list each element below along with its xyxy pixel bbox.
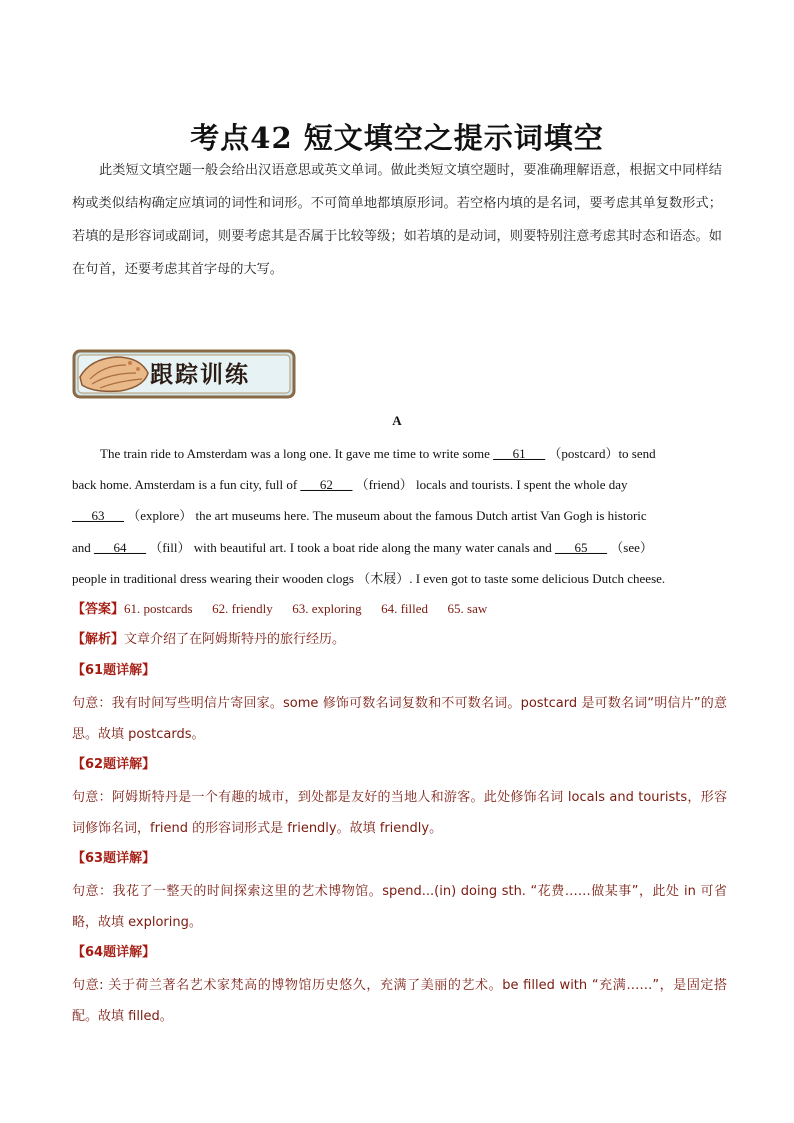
passage-text: people in traditional dress wearing their wooden clogs （木屐）. I even got to taste some delicious Dutch cheese. [72,570,666,586]
passage-text: back home. Amsterdam is a fun city, full of [72,477,301,493]
answer-tag: 【答案】 [72,602,125,617]
answer-line [72,598,732,621]
item-64-heading [72,942,732,964]
blank-61: ___61___ [493,446,546,461]
item-61-heading [72,660,732,682]
section-banner [70,347,298,401]
passage-line [72,438,722,469]
blank-63: ___63___ [72,508,124,524]
intro-paragraph: 此类短文填空题一般会给出汉语意思或英文单词。做此类短文填空题时，要准确理解语意，根据文中同样结构或类似结构确定应填词的词性和词形。不可简单地都填原形词。若空格内填的是名词，要考虑其单复数形式；若填的是形容词或副词，则要考虑其是否属于比较等级；如若填的是动词，则要特别注意考虑其时态和语态。如在句首，还要考虑其首字母的大写。 [72,163,722,277]
analysis-text: 文章介绍了在阿姆斯特丹的旅行经历。 [124,632,346,647]
passage-text: （fill） with beautiful art. I took a boat ride along the many water canals and [146,539,556,555]
passage-line [72,563,722,594]
item-62-explanation: 句意：阿姆斯特丹是一个有趣的城市，到处都是友好的当地人和游客。此处修饰名词 locals and tourists，形容词修饰名词，friend 的形容词形式是 friendly。故填 friendly。 [72,790,727,836]
passage-line [72,532,722,563]
passage [72,438,722,594]
blank-65: ___65___ [555,539,608,555]
passage-text: （explore） the art museums here. The museum about the famous Dutch artist Van Gogh is historic [124,508,647,524]
answer-text: 61. postcards 62. friendly 63. exploring 64. filled 65. saw [124,601,488,616]
item-tag: 【63题详解】 [72,851,156,866]
item-64-explanation: 句意: 关于荷兰著名艺术家梵高的博物馆历史悠久，充满了美丽的艺术。be filled with “充满……”，是固定搭配。故填 filled。 [72,978,727,1024]
page-title: 考点42 短文填空之提示词填空 [190,121,604,155]
item-62-heading [72,754,732,776]
item-tag: 【62题详解】 [72,757,156,772]
blank-62: ___62___ [300,477,353,493]
section-letter: A [392,413,402,428]
passage-line [72,469,722,500]
analysis-line [72,629,732,651]
blank-64: ___64___ [94,539,147,555]
passage-text: The train ride to Amsterdam was a long one. It gave me time to write some [100,446,494,461]
item-63-explanation: 句意：我花了一整天的时间探索这里的艺术博物馆。spend...(in) doing sth. “花费……做某事”，此处 in 可省略，故填 exploring。 [72,884,727,930]
passage-text: （see） [607,539,653,555]
item-tag: 【61题详解】 [72,663,156,678]
item-tag: 【64题详解】 [72,945,156,960]
passage-line [72,500,722,531]
passage-text: and [72,539,95,555]
passage-text: （postcard）to send [545,446,656,461]
passage-text: （friend） locals and tourists. I spent the whole day [352,477,628,493]
banner-label: 跟踪训练 [150,362,250,388]
analysis-tag: 【解析】 [72,632,125,647]
item-61-explanation: 句意：我有时间写些明信片寄回家。some 修饰可数名词复数和不可数名词。postcard 是可数名词“明信片”的意思。故填 postcards。 [72,696,727,742]
item-63-heading [72,848,732,870]
